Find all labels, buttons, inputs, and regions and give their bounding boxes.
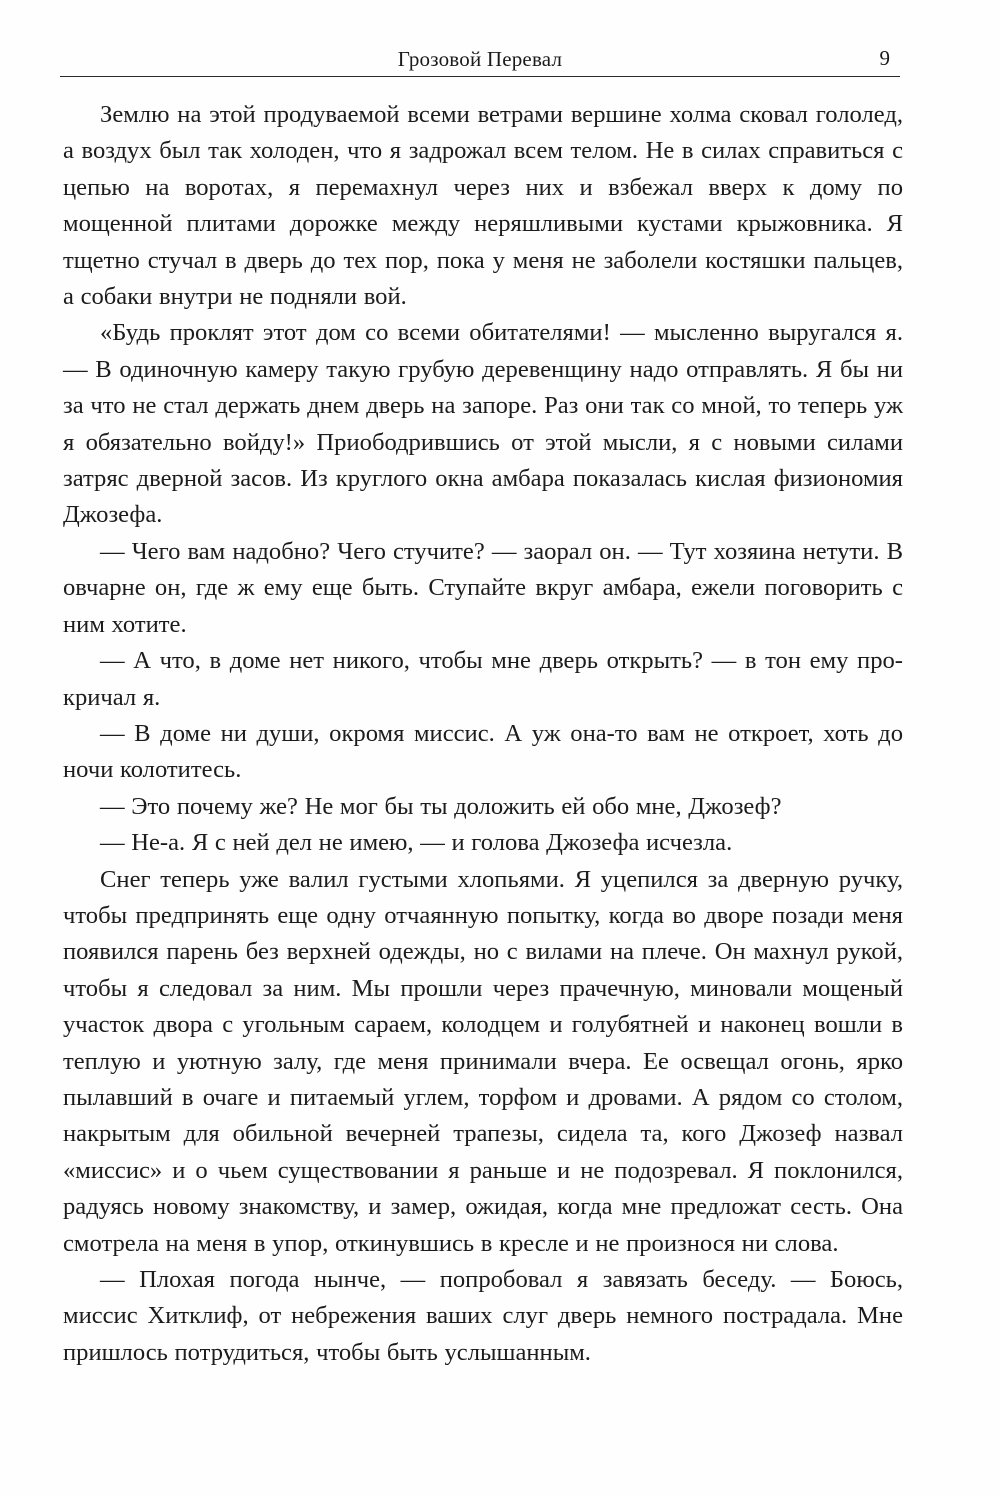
- paragraph: — Это почему же? Не мог бы ты доложить ей обо мне, Джозеф?: [100, 792, 782, 820]
- paragraph: «Будь проклят этот дом со всеми обитателями! — мысленно выругался я. — В одиночную камеру такую грубую деревенщину надо отправлять. Я бы ни за что не стал держать днем дверь на запоре. Раз они так со мной, то теперь уж я обязательно войду!» Приободрившись от этой мысли, я с новыми силами затряс дверной засов. Из круглого окна амбара показалась кислая физиономия Джозефа.: [63, 319, 903, 529]
- paragraph: — Плохая погода нынче, — попробовал я завязать беседу. — Боюсь, миссис Хитклиф, от небрежения ваших слуг дверь немного пострадала. Мне пришлось потрудиться, чтобы быть услышанным.: [63, 1266, 903, 1366]
- body-text: [63, 97, 903, 1371]
- paragraph: Землю на этой продуваемой всеми ветрами вершине холма сковал гололед, а воздух был так холоден, что я задрожал всем телом. Не в силах справиться с цепью на воротах, я перемахнул через них и взбежал вверх к дому по мощенной плитами дорожке между неряшливыми кустами крыжовника. Я тщетно стучал в дверь до тех пор, пока у меня не заболели костяшки пальцев, а собаки внутри не подняли вой.: [63, 101, 903, 311]
- running-title: Грозовой Перевал: [397, 47, 563, 71]
- paragraph: — В доме ни души, окромя миссис. А уж она-то вам не откроет, хоть до ночи колотитесь.: [63, 719, 903, 784]
- paragraph: — А что, в доме нет никого, чтобы мне дверь открыть? — в тон ему прокричал я.: [63, 647, 903, 711]
- paragraph: — Не-а. Я с ней дел не имею, — и голова Джозефа исчезла.: [100, 829, 733, 857]
- running-header: [60, 44, 900, 77]
- page-number: 9: [879, 46, 890, 70]
- paragraph: Снег теперь уже валил густыми хлопьями. Я уцепился за дверную ручку, чтобы предпринять еще одну отчаянную попытку, когда во дворе позади меня появился парень без верхней одежды, но с вилами на плече. Он махнул рукой, чтобы я следовал за ним. Мы прошли через прачечную, миновали мощеный участок двора с угольным сараем, колодцем и голубятней и наконец вошли в теплую и уютную залу, где меня принимали вчера. Ее освещал огонь, ярко пылавший в очаге и питаемый углем, торфом и дровами. А рядом со столом, накрытым для обильной вечерней трапезы, сидела та, кого Джозеф назвал «миссис» и о чьем существовании я раньше и не подозревал. Я поклонился, радуясь новому знакомству, и замер, ожидая, когда мне предложат сесть. Она смотрела на меня в упор, откинувшись в кресле и не произнося ни слова.: [63, 865, 903, 1257]
- paragraph: — Чего вам надобно? Чего стучите? — заорал он. — Тут хозяина нетути. В овчарне он, где ж ему еще быть. Ступайте вкруг амбара, ежели поговорить с ним хотите.: [63, 537, 903, 638]
